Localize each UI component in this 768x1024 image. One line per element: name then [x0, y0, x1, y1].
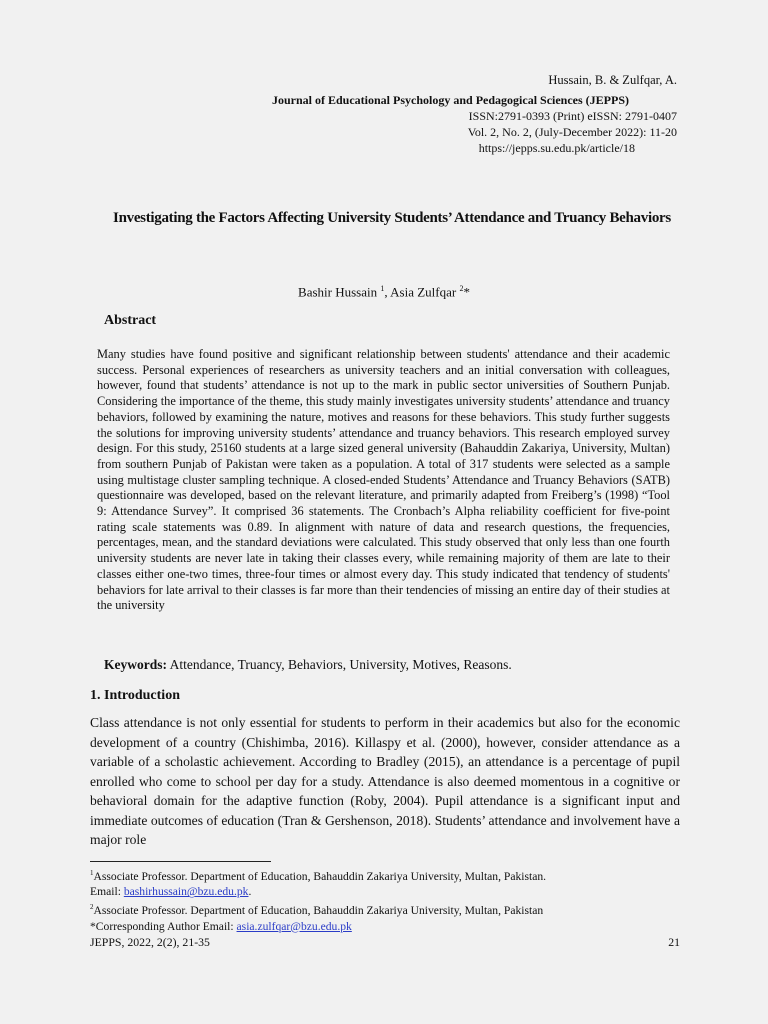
abstract-text: Many studies have found positive and significant relationship between students' attendance and their academic success. Personal experiences of researchers as university teachers and an initial conversation with colleagues, however, found that students’ attendance is not up to the mark in public sector universities of Southern Punjab. Considering the importance of the theme, this study mainly investigates university students’ attendance and truancy behaviors, followed by examining the nature, motives and reasons for these behaviors. This study further suggests the solutions for improving university students’ attendance and truancy behaviors. This research employed survey design. For this study, 25160 students at a large sized general university (Bahauddin Zakariya, University, Multan) from southern Punjab of Pakistan were taken as a population. A total of 317 students were selected as a sample using multistage cluster sampling technique. A closed-ended Students’ Attendance and Truancy Behaviors (SATB) questionnaire was developed, based on the relevant literature, and primarily adapted from Freiberg’s (1998) “Tool 9: Attendance Survey”. It comprised 36 statements. The Cronbach’s Alpha reliability coefficient for five-point rating scale statements was 0.89. In alignment with nature of data and research questions, the frequencies, percentages, mean, and the standard deviations were calculated. This study observed that only less than one fourth university students are never late in taking their classes every, while remaining majority of them are late to their classes either one-two times, three-four times or almost every day. This study indicated that tendency of students' behaviors for late arrival to their classes is far more than their tendencies of missing an entire day of their studies at the university: [97, 347, 670, 613]
email-link-2[interactable]: asia.zulfqar@bzu.edu.pk: [236, 919, 352, 933]
page-number: 21: [668, 935, 680, 949]
footnote-1-text: Associate Professor. Department of Education, Bahauddin Zakariya University, Multan, Pakistan.: [93, 869, 547, 883]
article-url[interactable]: https://jepps.su.edu.pk/article/18: [478, 141, 635, 155]
keywords-text: Attendance, Truancy, Behaviors, University, Motives, Reasons.: [167, 657, 512, 672]
journal-name: Journal of Educational Psychology and Pedagogical Sciences (JEPPS): [272, 93, 630, 107]
corresponding-author-line: [90, 919, 680, 935]
email-end: .: [248, 885, 252, 899]
footnote-1-email-line: [90, 884, 680, 900]
footer-citation: JEPPS, 2022, 2(2), 21-35: [90, 935, 210, 949]
abstract-heading: Abstract: [104, 313, 157, 328]
footnote-1-mark: 1: [90, 869, 94, 877]
author-1-affil: 1: [380, 284, 385, 293]
footnote-2: [90, 900, 680, 918]
author-line: [0, 284, 768, 300]
running-author: Hussain, B. & Zulfqar, A.: [548, 73, 677, 87]
author-1: Bashir Hussain: [298, 284, 381, 300]
footnote-2-mark: 2: [90, 903, 94, 912]
author-2-affil: 2: [459, 284, 464, 293]
email-link-1[interactable]: bashirhussain@bzu.edu.pk: [123, 885, 249, 899]
issn-line: ISSN:2791-0393 (Print) eISSN: 2791-0407: [468, 109, 677, 123]
email-label: Email:: [90, 885, 124, 899]
footnote-1: [90, 866, 680, 884]
keywords-line: [104, 657, 512, 673]
corresponding-mark: *: [463, 284, 470, 300]
corresponding-label: *Corresponding Author Email:: [90, 919, 237, 933]
page-footer: [90, 935, 680, 950]
introduction-heading: 1. Introduction: [90, 688, 180, 703]
footnote-2-text: Associate Professor. Department of Education, Bahauddin Zakariya University, Multan, Pakistan: [93, 903, 544, 917]
paper-title: Investigating the Factors Affecting University Students’ Attendance and Truancy Behaviors: [113, 210, 671, 226]
author-separator: , Asia Zulfqar: [384, 284, 460, 300]
introduction-text: Class attendance is not only essential for students to perform in their academics but also for the economic development of a country (Chishimba, 2016). Killaspy et al. (2000), however, consider attendance as a variable of a scholastic achievement. According to Bradley (2015), an attendance is a percentage of pupil enrolled who come to school per day for a study. Attendance is also deemed momentous in a cognitive or behavioral domain for the adaptive function (Roby, 2004). Pupil attendance is a significant input and immediate outcomes of education (Tran & Gershenson, 2018). Students’ attendance and involvement have a major role: [90, 715, 680, 847]
footnote-rule: [90, 861, 271, 862]
footnotes: [90, 866, 680, 934]
keywords-label: Keywords:: [104, 657, 167, 672]
volume-line: Vol. 2, No. 2, (July-December 2022): 11-20: [467, 125, 677, 139]
